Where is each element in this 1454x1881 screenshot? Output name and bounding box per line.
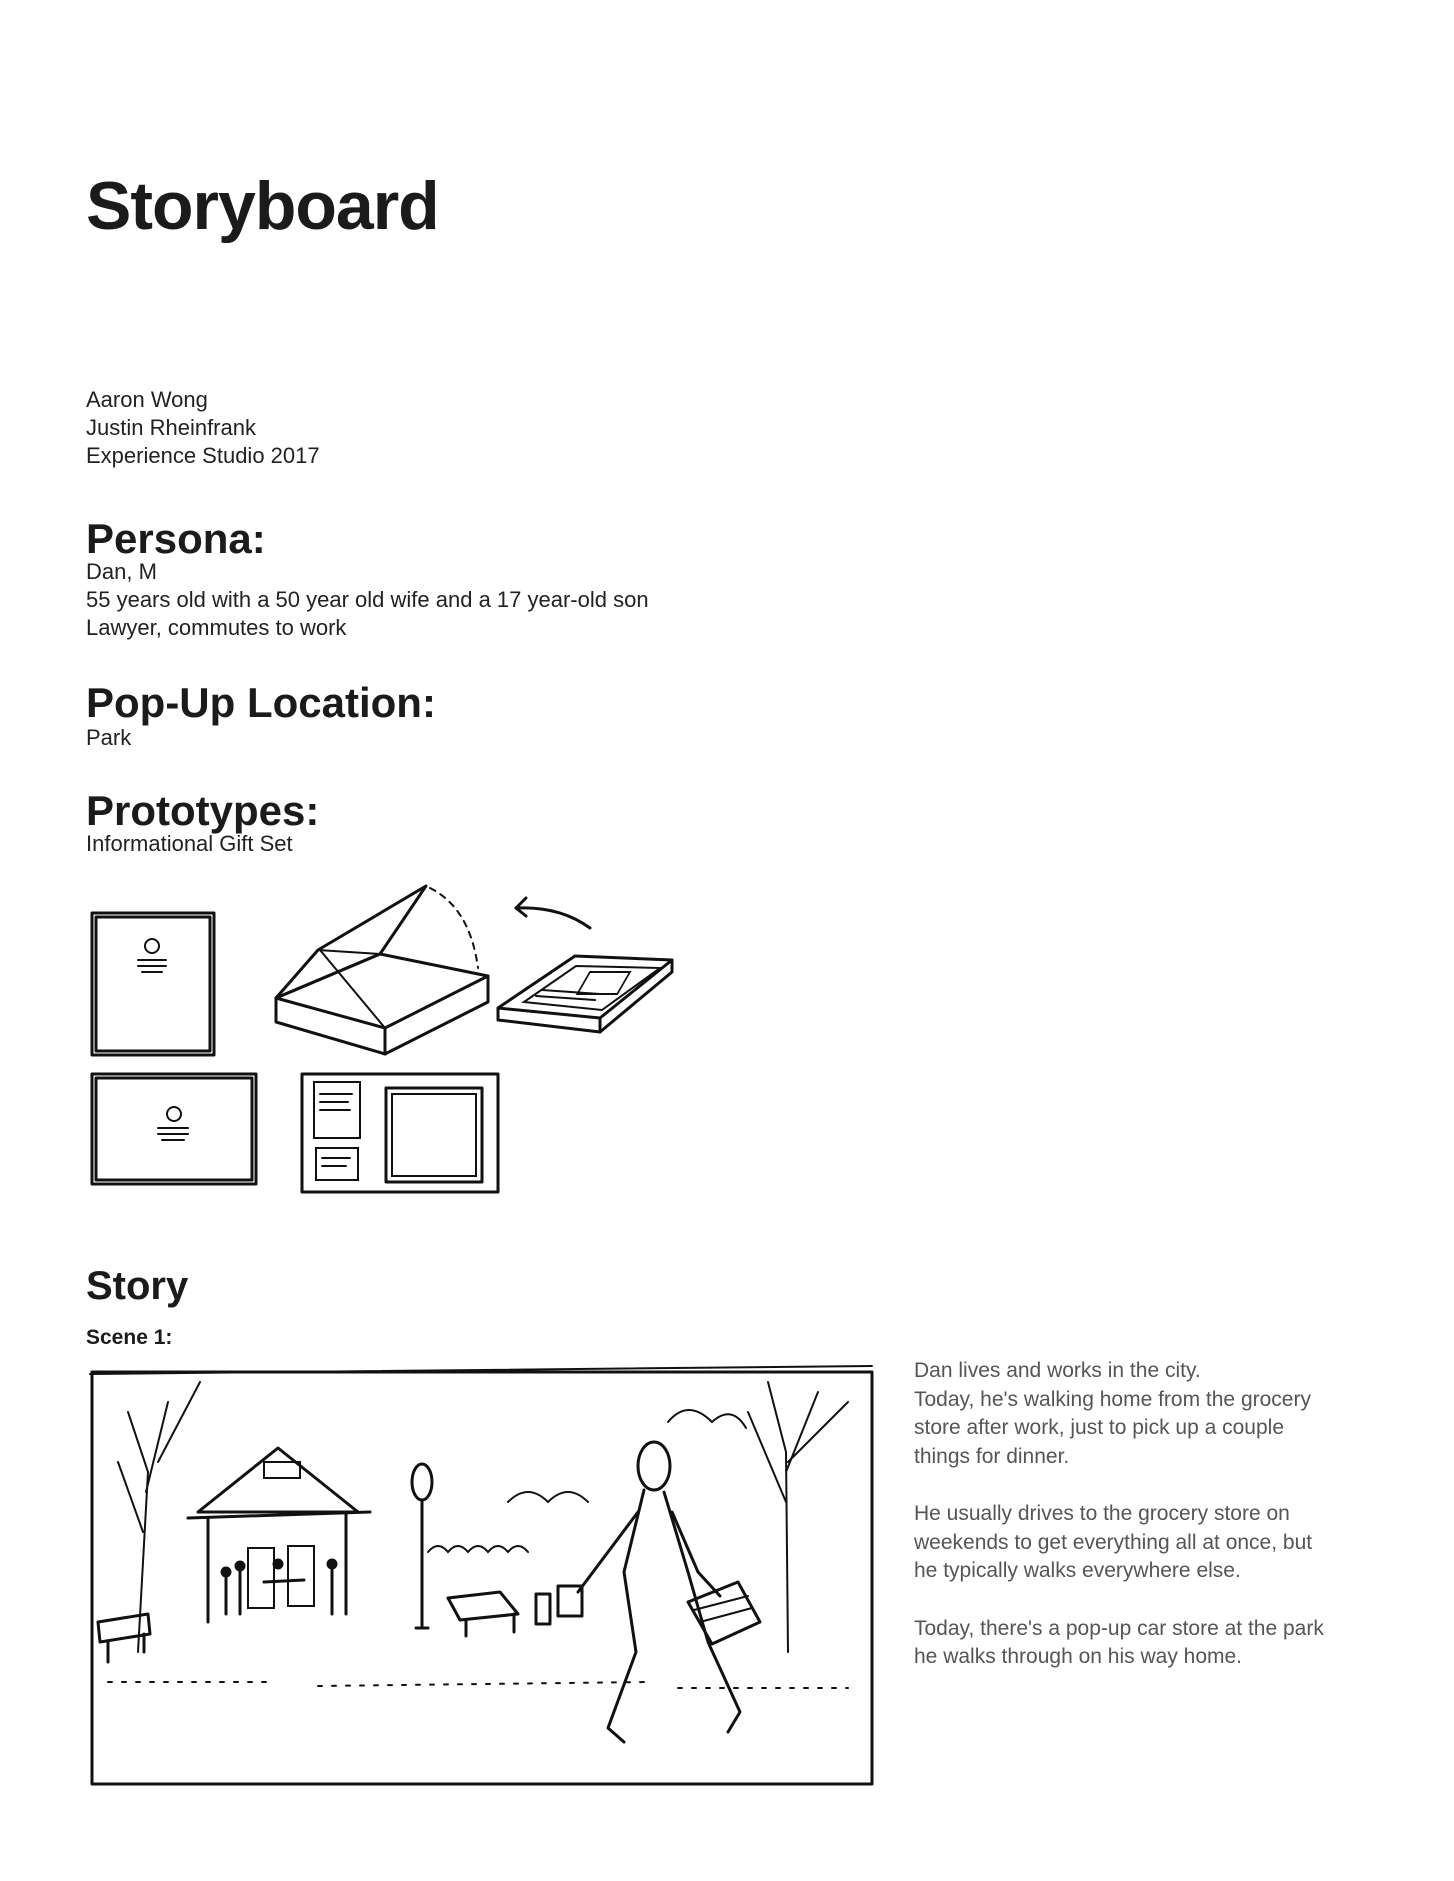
scene-1-sketch [88,1352,888,1792]
folder-sketch [302,1074,498,1192]
persona-line: Lawyer, commutes to work [86,615,347,640]
page-title: Storyboard [86,168,439,244]
persona-heading: Persona: [86,515,266,562]
bushes [508,1492,588,1502]
arrow-sketch [516,898,590,928]
bushes [428,1546,528,1552]
paragraph [914,1500,1384,1586]
paragraph [914,1615,1384,1672]
location-value: Park [86,725,132,750]
booklet-sketch [92,913,214,1055]
scene-1-description [914,1357,1384,1701]
persona-line: Dan, M [86,559,157,584]
text-line: Dan lives and works in the city. [914,1359,1201,1382]
tree-right [748,1382,848,1652]
text-line: things for dinner. [914,1444,1070,1468]
location-heading: Pop-Up Location: [86,679,436,726]
paragraph [914,1357,1384,1471]
text-line: weekends to get everything all at once, but [914,1530,1313,1554]
prototypes-heading: Prototypes: [86,787,320,834]
open-box-sketch [276,886,488,1054]
text-line: He usually drives to the grocery store on [914,1502,1290,1525]
tray-sketch [498,956,672,1032]
text-line: store after work, just to pick up a couple [914,1416,1285,1439]
scene-label: Scene 1: [86,1326,173,1349]
text-line: he walks through on his way home. [914,1645,1243,1668]
bench-sketch [98,1614,150,1662]
persona-details [86,558,649,642]
lamp-post-sketch [412,1464,432,1628]
course-line: Experience Studio 2017 [86,443,320,468]
text-line: Today, there's a pop-up car store at the park [914,1616,1324,1640]
text-line: Today, he's walking home from the grocery [914,1387,1311,1411]
pavilion-sketch [188,1448,370,1622]
story-heading: Story [86,1264,189,1308]
walking-man-sketch [558,1442,760,1742]
persona-line: 55 years old with a 50 year old wife and a 17 year-old son [86,587,649,612]
text-line: he typically walks everywhere else. [914,1559,1241,1582]
author-line: Aaron Wong [86,387,208,412]
prototype-sketches [80,868,700,1238]
card-sketch [92,1074,256,1184]
author-block [86,386,320,470]
bushes [668,1410,746,1428]
prototypes-value: Informational Gift Set [86,831,293,856]
author-line: Justin Rheinfrank [86,415,256,440]
bench-sketch [448,1592,550,1636]
